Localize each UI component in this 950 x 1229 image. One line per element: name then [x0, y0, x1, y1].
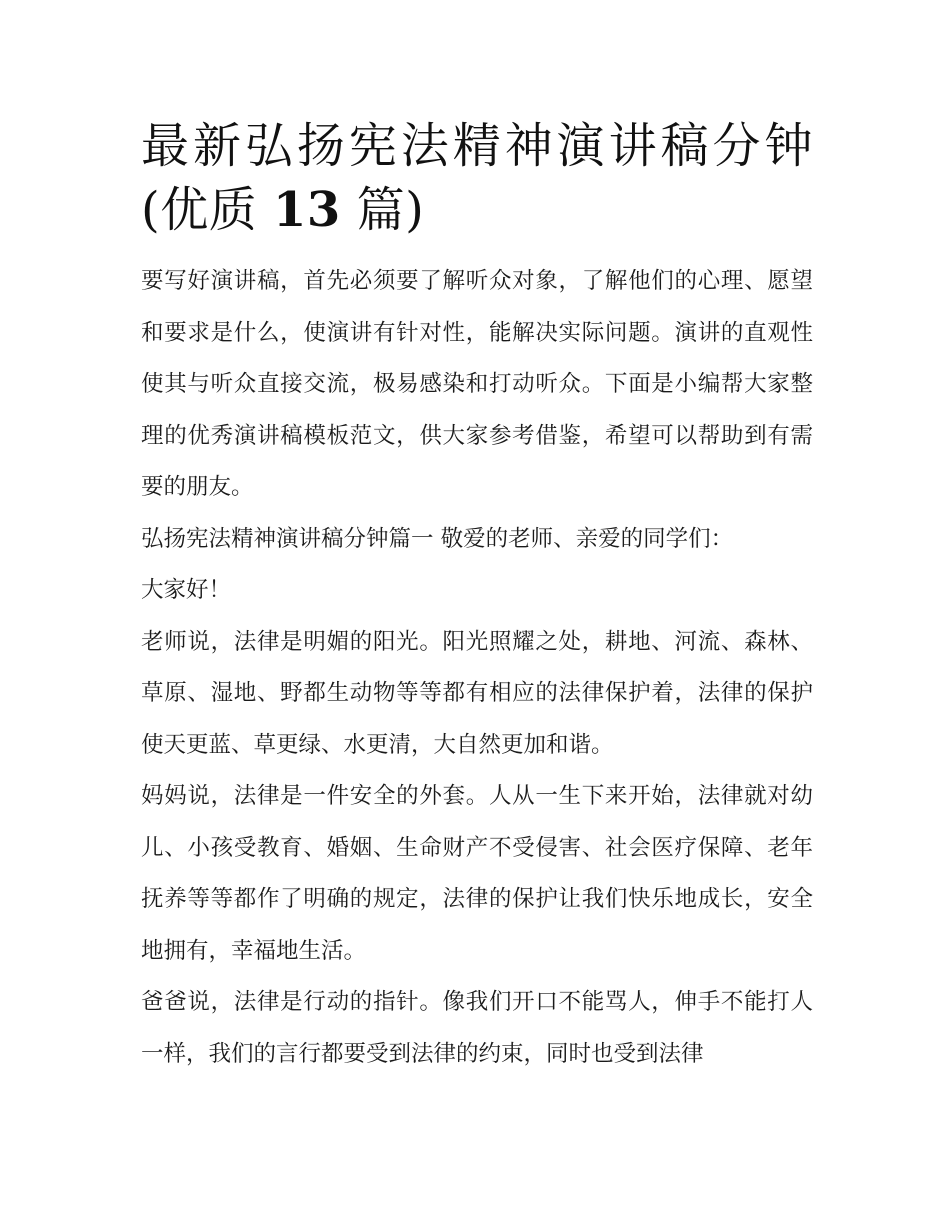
body-paragraph: 老师说，法律是明媚的阳光。阳光照耀之处，耕地、河流、森林、草原、湿地、野都生动物等等都有相应的法律保护着，法律的保护使天更蓝、草更绿、水更清，大自然更加和谐。: [141, 628, 813, 758]
document-title: [141, 114, 813, 242]
intro-paragraph: 要写好演讲稿，首先必须要了解听众对象，了解他们的心理、愿望和要求是什么，使演讲有针对性，能解决实际问题。演讲的直观性使其与听众直接交流，极易感染和打动听众。下面是小编帮大家整理的优秀演讲稿模板范文，供大家参考借鉴，希望可以帮助到有需要的朋友。: [141, 268, 813, 500]
greeting-paragraph: 大家好！: [141, 577, 232, 603]
section-heading: 弘扬宪法精神演讲稿分钟篇一 敬爱的老师、亲爱的同学们：: [141, 525, 734, 552]
title-text-end: 篇): [356, 182, 425, 238]
body-paragraph: 妈妈说，法律是一件安全的外套。人从一生下来开始，法律就对幼儿、小孩受教育、婚姻、生命财产不受侵害、社会医疗保障、老年抚养等等都作了明确的规定，法律的保护让我们快乐地成长，安全地拥有，幸福地生活。: [141, 783, 813, 964]
document-body: [141, 114, 813, 1080]
body-paragraph: 爸爸说，法律是行动的指针。像我们开口不能骂人，伸手不能打人一样，我们的言行都要受到法律的约束，同时也受到法律: [141, 989, 813, 1067]
title-number: 13: [273, 182, 341, 238]
title-text: 最新弘扬宪法精神演讲稿分钟(优质: [141, 118, 813, 238]
